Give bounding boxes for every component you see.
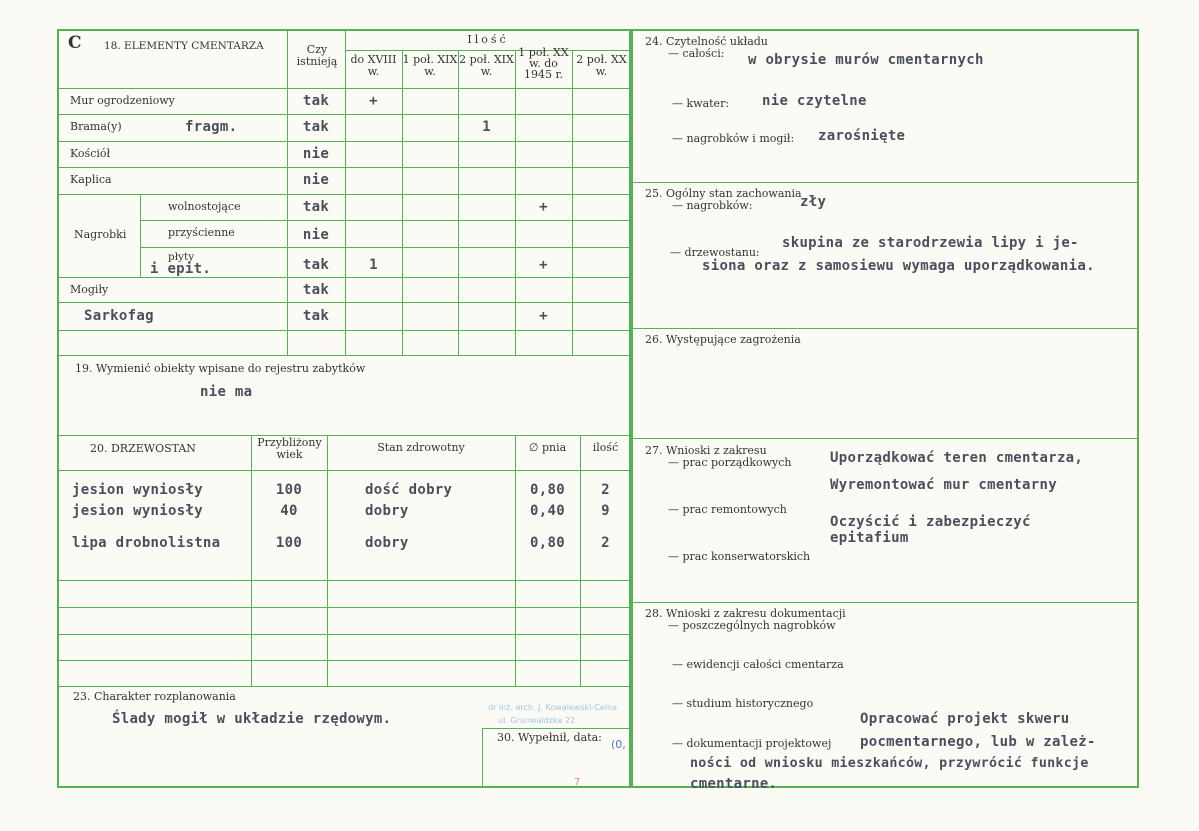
section-24-title: 24. Czytelność układu [645, 35, 768, 48]
wolnostojace-1pol-xx: + [539, 199, 548, 215]
row-label-kaplica: Kaplica [70, 173, 112, 186]
section-26-title: 26. Występujące zagrożenia [645, 333, 801, 346]
s28-item-4: — dokumentacji projektowej [672, 737, 832, 750]
tree-wiek-2: 40 [280, 503, 298, 519]
section-30-title: 30. Wypełnił, data: [497, 731, 602, 744]
faint-stamp-line-1: dr inż. arch. J. Kowalewski-Celna [488, 703, 617, 712]
tree-name-3: lipa drobnolistna [72, 535, 221, 551]
tree-ilosc-1: 2 [601, 482, 610, 498]
section-27-title: 27. Wnioski z zakresu [645, 444, 767, 457]
czy-plyty: tak [302, 257, 330, 273]
plyty-1pol-xx: + [539, 257, 548, 273]
s27-kons-label: — prac konserwatorskich [668, 550, 811, 563]
s28-item-3: — studium historycznego [672, 697, 814, 710]
tree-ilosc-3: 2 [601, 535, 610, 551]
s27-line-2: Wyremontować mur cmentarny [830, 477, 1057, 493]
header-stan: Stan zdrowotny [377, 441, 465, 454]
section-25-title: 25. Ogólny stan zachowania [645, 187, 802, 200]
s24-kwater-label: — kwater: [672, 97, 730, 110]
tree-ilosc-2: 9 [601, 503, 610, 519]
row-label-plyty: płyty [168, 251, 195, 263]
header-ilosc: ilość [592, 441, 619, 454]
s25-drzew-value-1: skupina ze starodrzewia lipy i je- [782, 235, 1079, 251]
ilosc-header: Ilość [467, 33, 509, 46]
row-label-kosciol: Kościół [70, 147, 111, 160]
s27-porz-label: — prac porządkowych [668, 456, 792, 469]
czy-sarkofag: tak [302, 308, 330, 324]
faint-stamp-line-3: 7 [574, 777, 581, 788]
tree-pien-3: 0,80 [530, 535, 565, 551]
section-letter: C [68, 33, 82, 53]
czy-mur: tak [302, 93, 330, 109]
s25-drzew-value-2: siona oraz z samosiewu wymaga uporządkowania. [702, 258, 1095, 274]
czy-przyscienne: nie [302, 227, 330, 243]
s24-nagrobkow-value: zarośnięte [818, 128, 906, 144]
czy-kaplica: nie [302, 172, 330, 188]
row-label-mur: Mur ogrodzeniowy [70, 94, 175, 107]
row-label-przyscienne: przyścienne [168, 226, 235, 239]
s24-nagrobkow-label: — nagrobków i mogił: [672, 132, 795, 145]
section-19-value: nie ma [200, 384, 253, 400]
s25-nagrobkow-label: — nagrobków: [672, 199, 753, 212]
header-wiek: Przybliżony wiek [257, 436, 322, 461]
plyty-xviii: 1 [369, 257, 378, 273]
col-header-xviii: do XVIII w. [350, 53, 397, 78]
section-18-title: 18. ELEMENTY CMENTARZA [104, 40, 264, 52]
tree-wiek-3: 100 [275, 535, 303, 551]
tree-wiek-1: 100 [275, 482, 303, 498]
section-19-title: 19. Wymienić obiekty wpisane do rejestru zabytków [75, 362, 366, 375]
s28-line-3: ności od wniosku mieszkańców, przywrócić funkcje [690, 756, 1089, 771]
s24-calosci-value: w obrysie murów cmentarnych [748, 52, 984, 68]
tree-name-1: jesion wyniosły [72, 482, 203, 498]
brama-note: fragm. [185, 119, 238, 135]
tree-pien-1: 0,80 [530, 482, 565, 498]
row-label-brama: Brama(y) [70, 120, 122, 133]
s28-line-2: pocmentarnego, lub w zależ- [860, 734, 1096, 750]
col-header-1pol-xix: 1 poł. XIX w. [402, 53, 458, 78]
s25-drzew-label: — drzewostanu: [670, 246, 760, 259]
header-pien: ∅ pnia [528, 441, 567, 454]
brama-2pol-xix: 1 [482, 119, 491, 135]
col-header-1pol-xx: 1 poł. XX w. do 1945 r. [518, 46, 569, 81]
section-23-title: 23. Charakter rozplanowania [73, 690, 236, 703]
tree-stan-1: dość dobry [365, 482, 453, 498]
tree-stan-3: dobry [365, 535, 409, 551]
czy-wolnostojace: tak [302, 199, 330, 215]
czy-brama: tak [302, 119, 330, 135]
s27-line-3: Oczyścić i zabezpieczyć [830, 514, 1031, 530]
czy-kosciol: nie [302, 146, 330, 162]
s28-line-1: Opracować projekt skweru [860, 711, 1070, 727]
col-header-2pol-xix: 2 poł. XIX w. [459, 53, 514, 78]
tree-pien-2: 0,40 [530, 503, 565, 519]
czy-mogily: tak [302, 282, 330, 298]
left-panel-frame [57, 29, 631, 788]
czy-istnieja-header: Czy istnieją [296, 43, 338, 68]
s24-kwater-value: nie czytelne [762, 93, 867, 109]
section-30-mark: (0, [611, 738, 626, 751]
plyty-note: i epit. [150, 261, 212, 277]
s28-line-4: cmentarne. [690, 776, 778, 792]
sarkofag-1pol-xx: + [539, 308, 548, 324]
tree-name-2: jesion wyniosły [72, 503, 203, 519]
section-28-title: 28. Wnioski z zakresu dokumentacji [645, 607, 846, 620]
s27-line-1: Uporządkować teren cmentarza, [830, 450, 1084, 466]
s28-item-2: — ewidencji całości cmentarza [672, 658, 844, 671]
row-label-wolnostojace: wolnostojące [168, 200, 241, 213]
s28-item-1: — poszczególnych nagrobków [668, 619, 836, 632]
mur-xviii: + [369, 93, 378, 109]
tree-stan-2: dobry [365, 503, 409, 519]
s25-nagrobkow-value: zły [800, 194, 827, 210]
faint-stamp-line-2: ul. Grunwaldzka 22 [498, 716, 576, 725]
s27-rem-label: — prac remontowych [668, 503, 787, 516]
section-20-title: 20. DRZEWOSTAN [90, 442, 196, 455]
s27-line-4: epitafium [830, 530, 909, 546]
row-label-sarkofag: Sarkofag [84, 308, 154, 324]
s24-calosci-label: — całości: [668, 47, 725, 60]
section-23-value: Ślady mogił w układzie rzędowym. [112, 711, 392, 727]
row-label-nagrobki: Nagrobki [74, 228, 127, 241]
row-label-mogily: Mogiły [70, 283, 109, 296]
col-header-2pol-xx: 2 poł. XX w. [576, 53, 627, 78]
